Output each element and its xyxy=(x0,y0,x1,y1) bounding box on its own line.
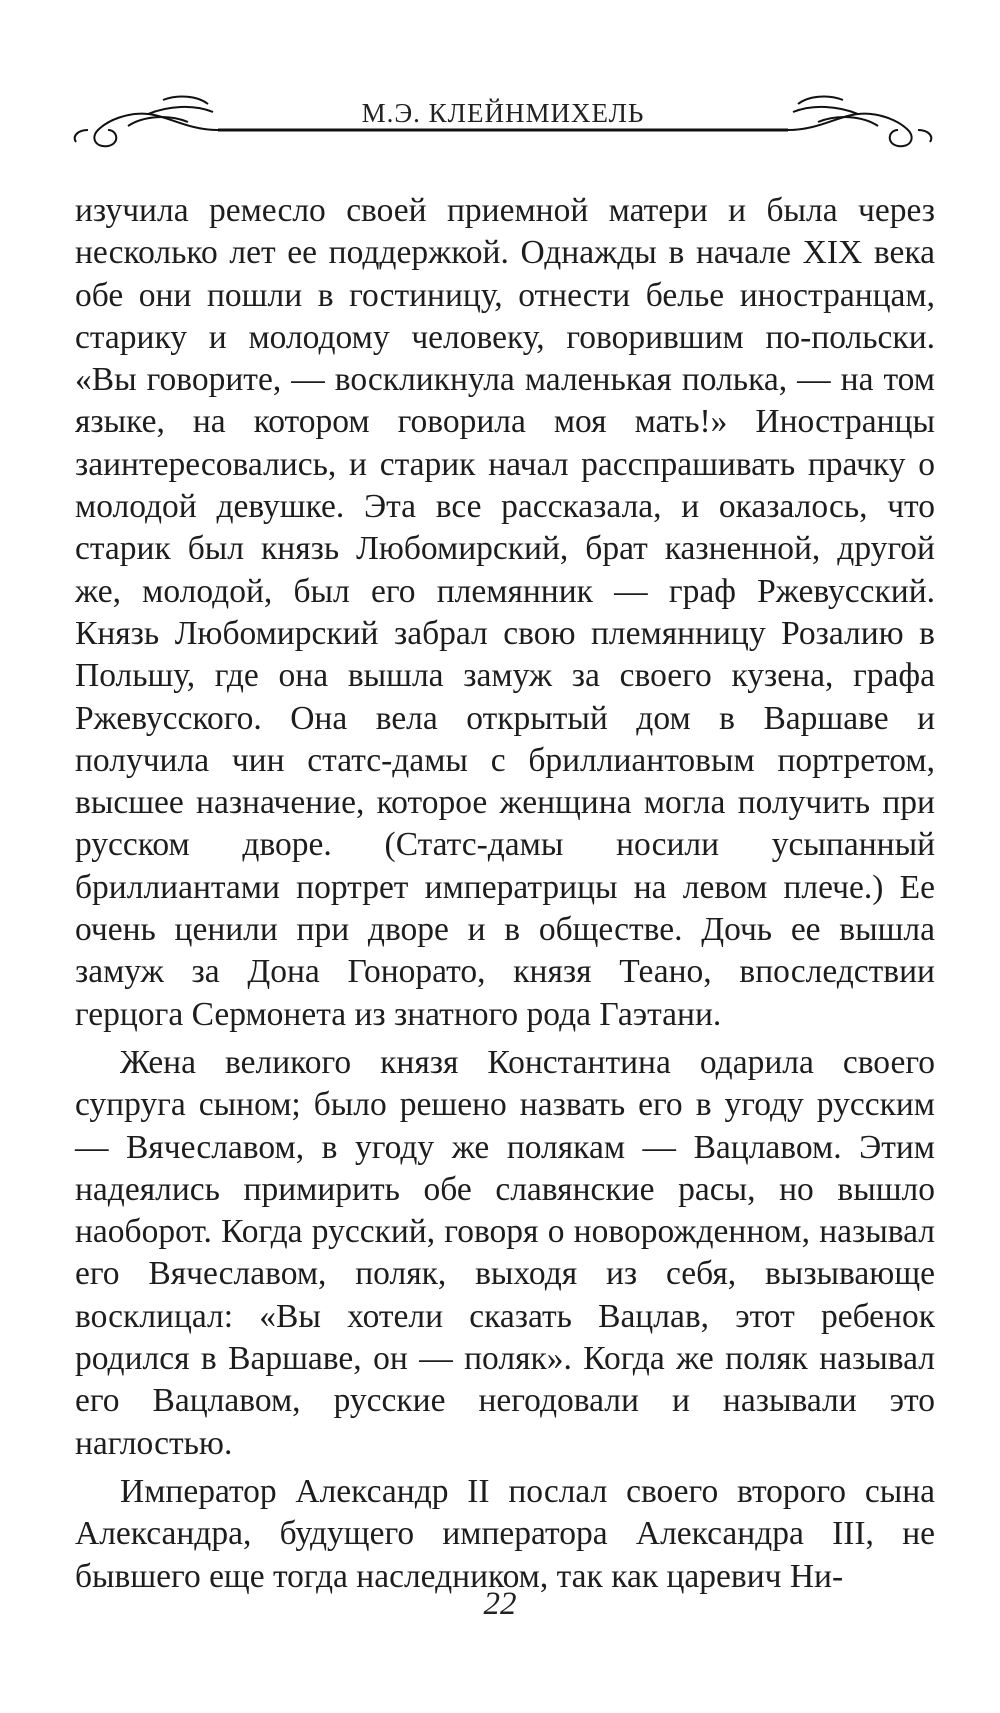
paragraph-2: Жена великого князя Константина одарила своего супруга сыном; было решено назвать его в угоду русским — Вячеславом, в угоду же полякам — Вацлавом. Этим надеялись примирить обе славянские расы, но вышло наоборот. Когда русский, говоря о новорожденном, называл его Вячеславом, поляк, выходя из себя, вызывающе восклицал: «Вы хотели сказать Вацлав, этот ребенок родился в Варшаве, он — поляк». Когда же поляк называл его Вацлавом, русские негодовали и называли это наглостью. xyxy=(75,1043,935,1462)
header-author-title: М.Э. КЛЕЙНМИХЕЛЬ xyxy=(361,98,645,128)
paragraph-3: Император Александр II послал своего второго сына Александра, будущего императора Александра III, не бывшего еще тогда наследником, так как царевич Ни- xyxy=(75,1472,935,1595)
paragraph-1: изучила ремесло своей приемной матери и была через несколько лет ее поддержкой. Однажды в начале XIX века обе они пошли в гостиницу, отнести белье иностранцам, старику и молодому человеку, говорившим по-польски. «Вы говорите, — воскликнула маленькая полька, — на том языке, на котором говорила моя мать!» Иностранцы заинтересовались, и старик начал расспрашивать прачку о молодой девушке. Эта все рассказала, и оказалось, что старик был князь Любомирский, брат казненной, другой же, молодой, был его племянник — граф Ржевусский. Князь Любомирский забрал свою племянницу Розалию в Польшу, где она вышла замуж за своего кузена, графа Ржевусского. Она вела открытый дом в Варшаве и получила чин статс-дамы с бриллиантовым портретом, высшее назначение, которое женщина могла получить при русском дворе. (Статс-дамы носили усыпанный бриллиантами портрет императрицы на левом плече.) Ее очень ценили при дворе и в обществе. Дочь ее вышла замуж за Дона Гонорато, князя Теано, впоследствии герцога Сермонета из знатного рода Гаэтани. xyxy=(75,192,935,1033)
body-text xyxy=(75,190,935,1604)
page-number: 22 xyxy=(483,1586,517,1622)
running-header xyxy=(68,86,938,156)
